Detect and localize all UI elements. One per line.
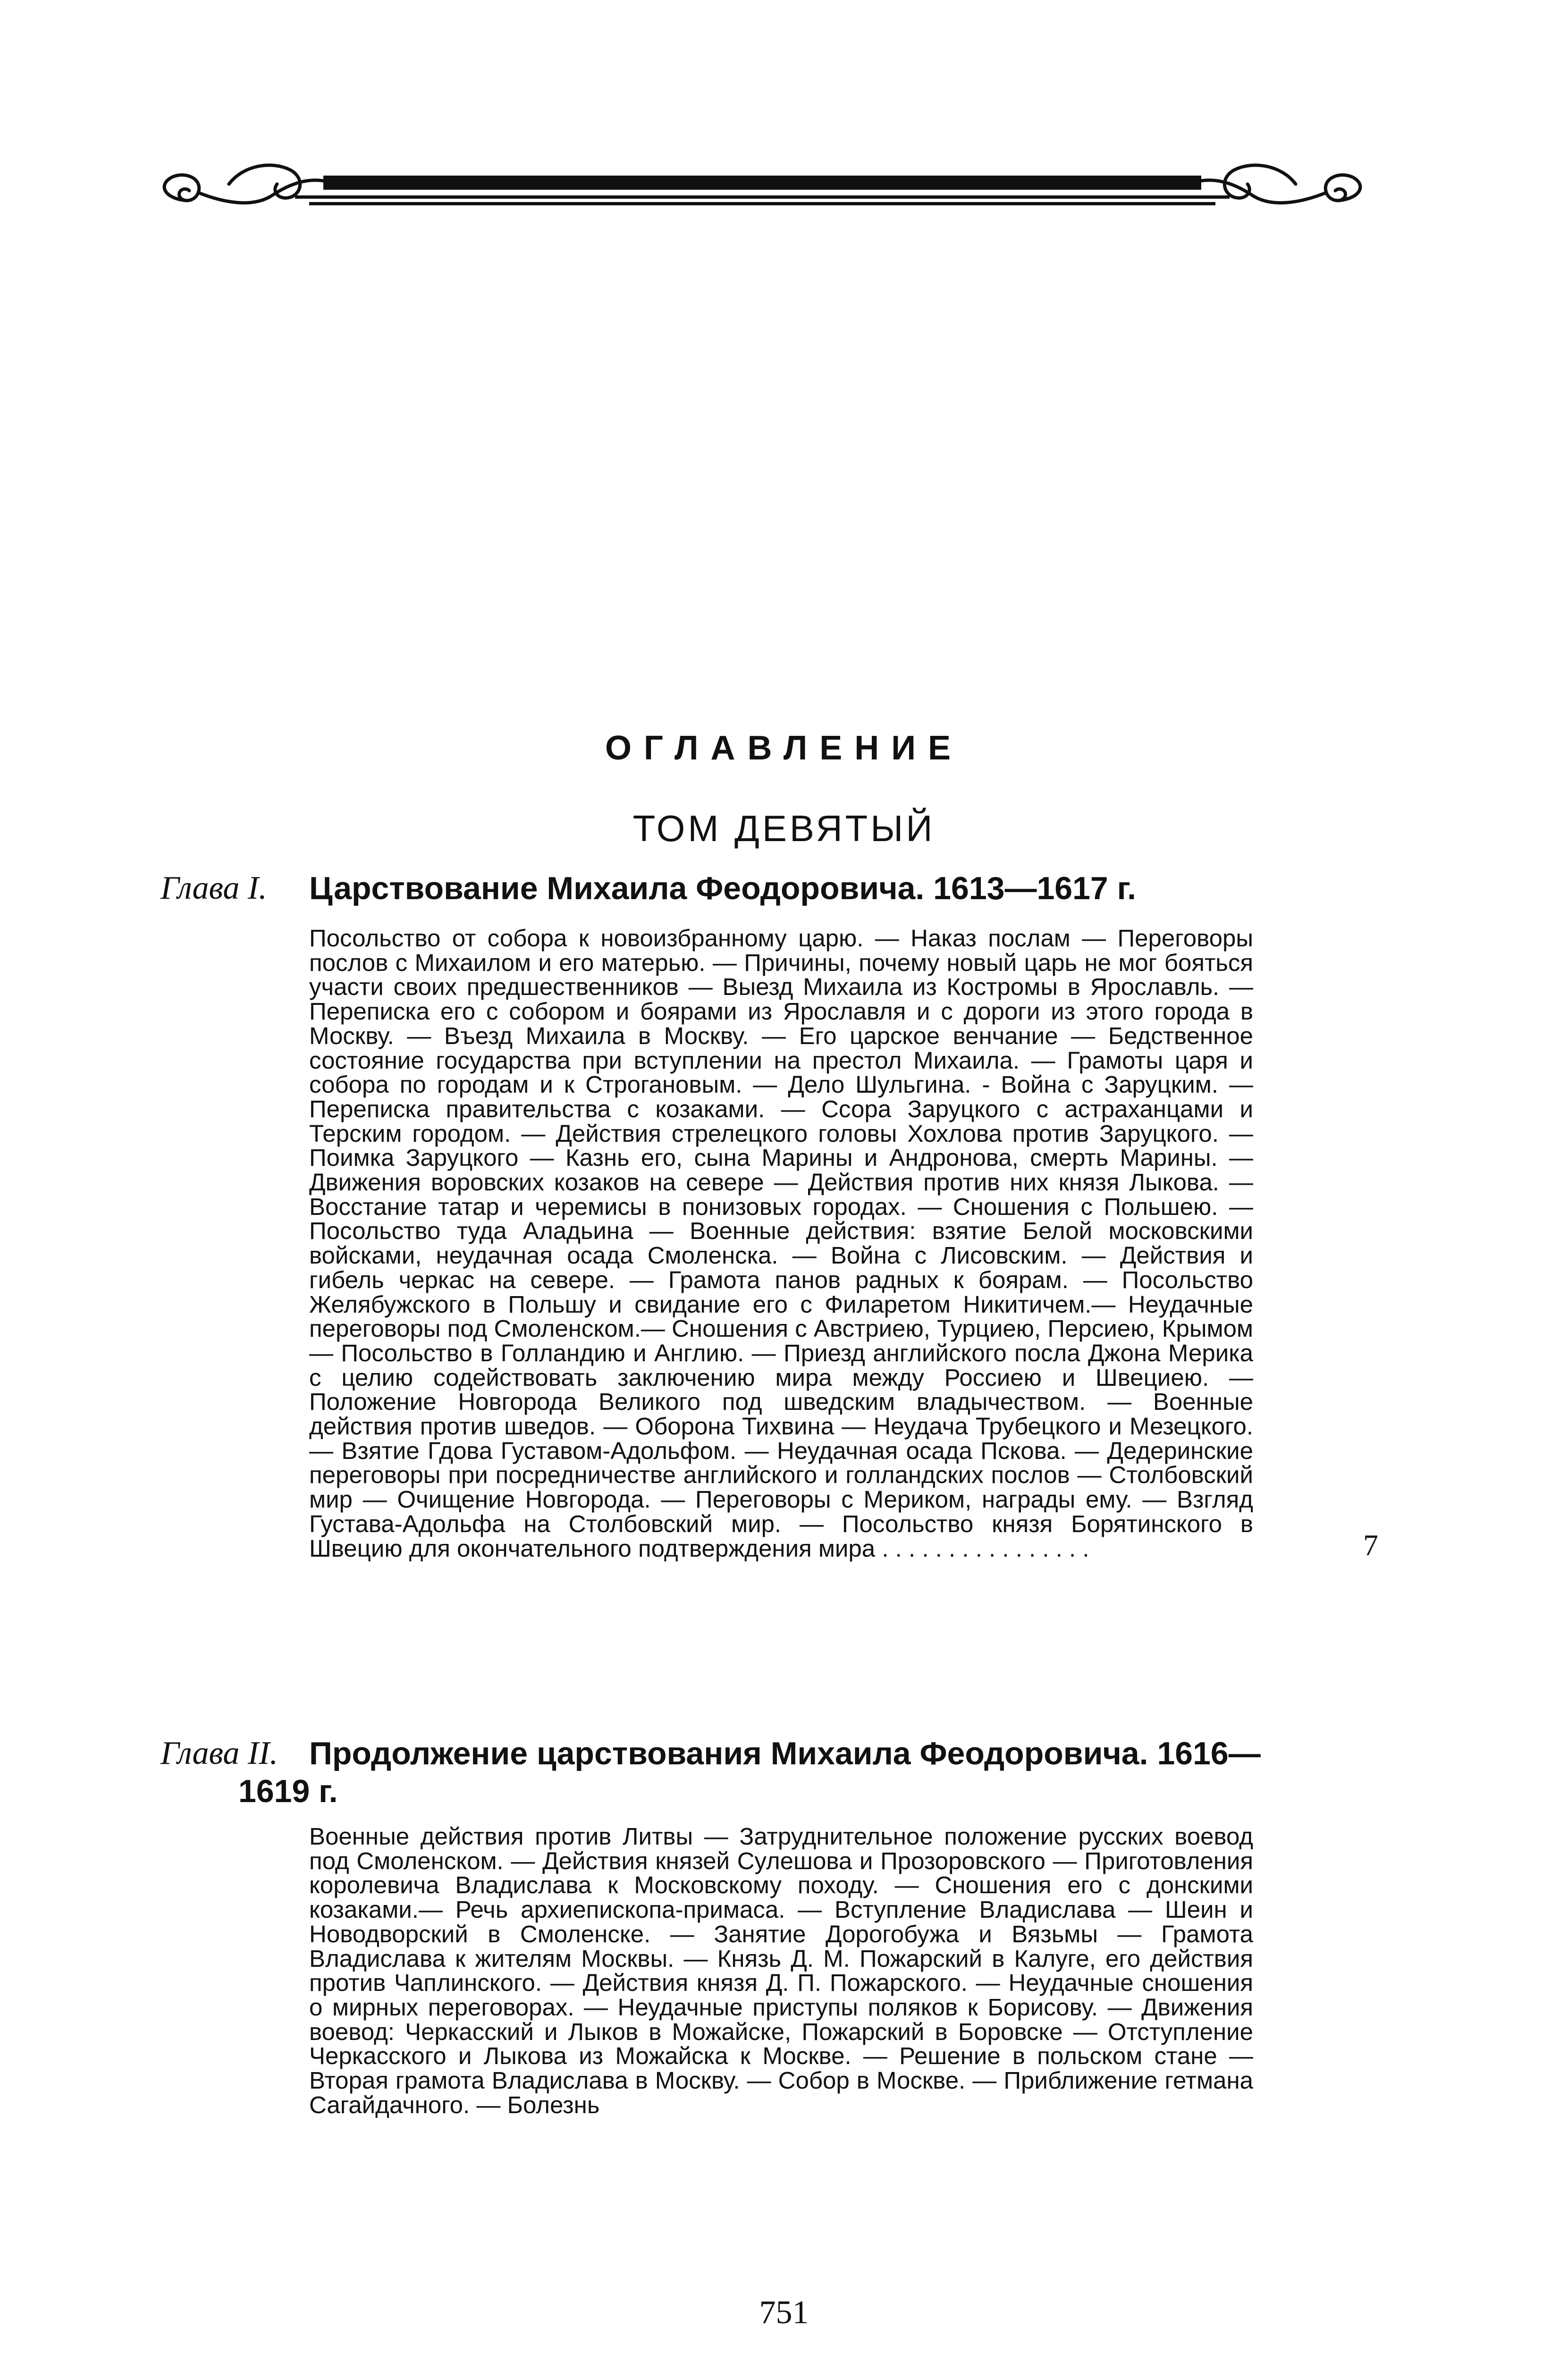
chapter-label: Глава II. [160,1735,278,1771]
chapter-summary: Посольство от собора к новоизбранному царю. — Наказ послам — Переговоры послов с Михаилом и его матерью. — Причины, почему новый царь не мог бояться участи своих предшественников — Выезд Михаила из Костромы в Ярославль. — Переписка его с собором и боярами из Ярославля и с дороги из этого города в Москву. — Въезд Михаила в Москву. — Его царское венчание — Бедственное состояние государства при вступлении на престол Михаила. — Грамоты царя и собора по городам и к Строгановым. — Дело Шульгина. - Война с Заруцким. — Переписка правительства с козаками. — Ссора Заруцкого с астраханцами и Терским городом. — Действия стрелецкого головы Хохлова против Заруцкого. — Поимка Заруцкого — Казнь его, сына Марины и Андронова, смерть Марины. — Движения воровских козаков на севере — Действия против них князя Лыкова. — Восстание татар и черемисы в понизовых городах. — Сношения с Польшею. — Посольство туда Аладьина — Военные действия: взятие Белой московскими войсками, неудачная осада Смоленска. — Война с Лисовским. — Действия и гибель черкас на севере. — Грамота панов радных к боярам. — Посольство Желябужского в Польшу и свидание его с Филаретом Никитичем.— Неудачные переговоры под Смоленском.— Сношения с Австриею, Турциею, Персиею, Крымом — Посольство в Голландию и Англию. — Приезд английского посла Джона Мерика с целию содействовать заключению мира между Россиею и Швециею. — Положение Новгорода Великого под шведским владычеством. — Военные действия против шведов. — Оборона Тихвина — Неудача Трубецкого и Мезецкого. — Взятие Гдова Густавом-Адольфом. — Неудачная осада Пскова. — Дедеринские переговоры при посредничестве английского и голландских послов — Столбовский мир — Очищение Новгорода. — Переговоры с Мериком, награды ему. — Взгляд Густава-Адольфа на Столбовский мир. — Посольство князя Борятинского в Швецию для окончательного подтверждения мира . . . . . . . . . . . . . . . . [309,925,1253,1562]
toc-entry-chapter-2[interactable] [160,1735,1378,2117]
page-number: 751 [759,2294,809,2331]
header-ornament [153,156,1371,227]
chapter-title: Продолжение царствования Михаила Феодоровича. 1616— [309,1736,1261,1771]
chapter-title: Царствование Михаила Феодоровича. 1613—1617 г. [309,870,1137,906]
chapter-heading [160,869,1378,907]
chapter-label: Глава I. [160,870,267,906]
toc-entry-chapter-1[interactable] [160,869,1378,1560]
volume-title: ТОМ ДЕВЯТЫЙ [632,808,936,849]
chapter-summary: Военные действия против Литвы — Затруднительное положение русских воевод под Смоленском. — Действия князей Сулешова и Прозоровского — Приготовления королевича Владислава к Московскому походу. — Сношения его с донскими козаками.— Речь архиепископа-примаса. — Вступление Владислава — Шеин и Новодворский в Смоленске. — Занятие Дорогобужа и Вязьмы — Грамота Владислава к жителям Москвы. — Князь Д. М. Пожарский в Калуге, его действия против Чаплинского. — Действия князя Д. П. Пожарского. — Неудачные сношения о мирных переговорах. — Неудачные приступы поляков к Борисову. — Движения воевод: Черкасский и Лыков в Можайске, Пожарский в Боровске — Отступление Черкасского и Лыкова из Можайска к Москве. — Решение в польском стане — Вторая грамота Владислава в Москву. — Собор в Москве. — Приближение гетмана Сагайдачного. — Болезнь [309,1823,1253,2118]
chapter-title-continuation: 1619 г. [238,1773,338,1809]
chapter-heading [160,1735,1378,1810]
toc-heading: ОГЛАВЛЕНИЕ [605,729,963,767]
chapter-page-ref[interactable]: 7 [1363,1528,1378,1562]
